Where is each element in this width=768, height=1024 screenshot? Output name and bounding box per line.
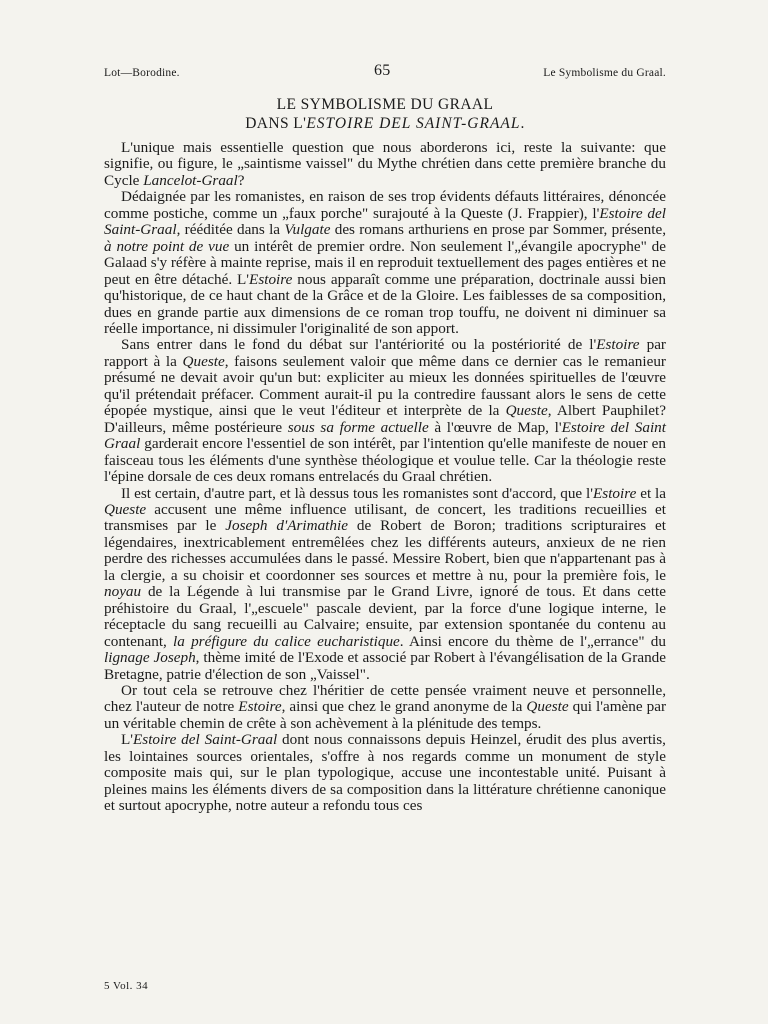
text-run: Sans entrer dans le fond du débat sur l'antériorité ou la postériorité de l' — [121, 336, 597, 354]
body-paragraph — [104, 732, 666, 814]
italic-run: Estoire del Saint-Graal — [133, 731, 278, 749]
text-run: à l'œuvre de Map, l' — [428, 418, 562, 436]
text-run: un intérêt de premier ordre. Non seulement l'„évangile apocryphe" de Galaad s'y réfère à mainte reprise, mais il en reproduit textuellement des pages entières et ne peut en être détaché. L' — [104, 237, 666, 288]
italic-run: Estoire — [593, 484, 637, 502]
running-header — [104, 64, 666, 84]
text-run: des romans arthuriens en prose par Sommer, présente, — [330, 221, 666, 239]
italic-run: Estoire del Saint-Graal — [104, 204, 666, 239]
italic-run: Queste — [526, 698, 569, 716]
title-line-2 — [104, 114, 666, 133]
italic-run: Estoire del Saint Graal — [104, 418, 666, 453]
text-run: Or tout cela se retrouve chez l'héritier de cette pensée vraiment neuve et personnelle, chez l'auteur de notre — [104, 681, 666, 716]
title-line-2-suffix: . — [520, 115, 525, 132]
text-run: accusent une même influence utilisant, de concert, les traditions recueillies et transmises par le — [104, 500, 666, 535]
italic-run: Estoire — [596, 336, 640, 354]
text-run: par rapport à la — [104, 336, 666, 370]
header-author: Lot—Borodine. — [104, 67, 180, 79]
title-line-2-prefix: DANS L' — [245, 115, 307, 132]
italic-run: Joseph d'Arimathie — [225, 517, 348, 535]
text-run: Il est certain, d'autre part, et là dessus tous les romanistes sont d'accord, que l' — [121, 484, 594, 502]
italic-run: Vulgate — [284, 221, 331, 239]
body-paragraph — [104, 140, 666, 189]
text-run: . Ainsi encore du thème de l'„errance" du — [399, 632, 666, 650]
text-run: dont nous connaissons depuis Heinzel, érudit des plus avertis, les lointaines sources orientales, s'offre à nos regards comme un monument de style composite mais qui, sur le plan typologique, accuse une incontestable unité. Puisant à pleines mains les éléments divers de sa composition dans la littérature chrétienne canonique et surtout apocryphe, notre auteur a refondu tous ces — [104, 731, 666, 815]
italic-run: noyau — [104, 583, 142, 601]
text-run: L'unique mais essentielle question que nous aborderons ici, reste la suivante: que signifie, ou figure, le „saintisme vaissel" du Mythe chrétien dans cette première branche du Cycle — [104, 139, 666, 189]
body-paragraph — [104, 486, 666, 683]
text-run: et la — [636, 484, 667, 502]
italic-run: Lancelot-Graal — [143, 171, 238, 189]
text-run: qui l'amène par un véritable chemin de crête à son achèvement à la plénitude des temps. — [104, 698, 666, 732]
text-run: de la Légende à lui transmise par le Grand Livre, ignoré de tous. Et dans cette préhistoire du Graal, l'„escuele" pascale devient, par la force d'une logique interne, le réceptacle du sang recueilli au Calvaire; ensuite, par extension spontanée du contenu au contenant, — [104, 583, 666, 650]
italic-run: Estoire — [249, 270, 293, 288]
text-run: , ainsi que chez le grand anonyme de la — [281, 698, 527, 716]
text-run: Dédaignée par les romanistes, en raison de ses trop évidents défauts littéraires, dénoncée comme postiche, comme un „faux porche" surajouté à la Queste (J. Frappier), l' — [104, 188, 666, 222]
title-line-2-italic: ESTOIRE DEL SAINT-GRAAL — [306, 115, 521, 132]
body-paragraph — [104, 683, 666, 732]
article-body — [104, 140, 666, 815]
text-run: , Albert Pauphilet? D'ailleurs, même postérieure — [104, 402, 666, 436]
title-line-1: LE SYMBOLISME DU GRAAL — [276, 96, 494, 113]
italic-run: Queste — [182, 352, 225, 370]
page-number: 65 — [374, 62, 391, 79]
body-paragraph — [104, 189, 666, 337]
text-run: , rééditée dans la — [176, 221, 285, 239]
italic-run: Estoire — [238, 698, 282, 716]
italic-run: sous sa forme actuelle — [287, 418, 429, 436]
italic-run: Queste — [505, 402, 548, 420]
italic-run: à notre point de vue — [104, 237, 230, 255]
italic-run: Queste — [104, 500, 147, 518]
text-run: nous apparaît comme une préparation, doctrinale aussi bien qu'historique, de ce haut chant de la Grâce et de la Gloire. Les faiblesses de sa composition, dues en grande partie aux dimensions de ce roman trop touffu, ne doivent ni diminuer sa réelle importance, ni dissimuler l'originalité de son apport. — [104, 270, 666, 337]
text-run: garderait encore l'essentiel de son intérêt, par l'intention qu'elle manifeste de nouer en faisceau tous les éléments d'une synthèse théologique et voulue telle. Car la théologie reste l'épine dorsale de ces deux romans entrelacés du Graal chrétien. — [104, 435, 666, 486]
text-run: L' — [121, 731, 134, 749]
italic-run: la préfigure du calice eucharistique — [173, 632, 400, 650]
signature-mark: 5 Vol. 34 — [104, 980, 149, 992]
text-run: , thème imité de l'Exode et associé par Robert à l'évangélisation de la Grande Bretagne, patrie d'élection de son „Vaissel". — [104, 649, 666, 683]
italic-run: lignage Joseph — [104, 649, 196, 667]
text-run: de Robert de Boron; traditions scripturaires et légendaires, inextricablement entremêlées chez les différents auteurs, anxieux de ne rien perdre des richesses accumulées dans le passé. Messire Robert, bien que n'appartenant pas à la clergie, a su choisir et coordonner ses sources et mettre à nu, pour la première fois, le — [104, 517, 666, 584]
article-title — [104, 95, 666, 133]
text-run: ? — [237, 171, 245, 189]
header-article-title: Le Symbolisme du Graal. — [543, 67, 666, 79]
body-paragraph — [104, 337, 666, 485]
text-run: , faisons seulement valoir que même dans ce dernier cas le remanieur présumé ne devait avoir qu'un but: expliciter au mieux les données spirituelles de l'œuvre qu'il prétendait préfacer. Comment aurait-il pu la contredire faussant alors le sens de cette épopée mystique, ainsi que le veut l'éditeur et interprète de la — [104, 352, 666, 420]
